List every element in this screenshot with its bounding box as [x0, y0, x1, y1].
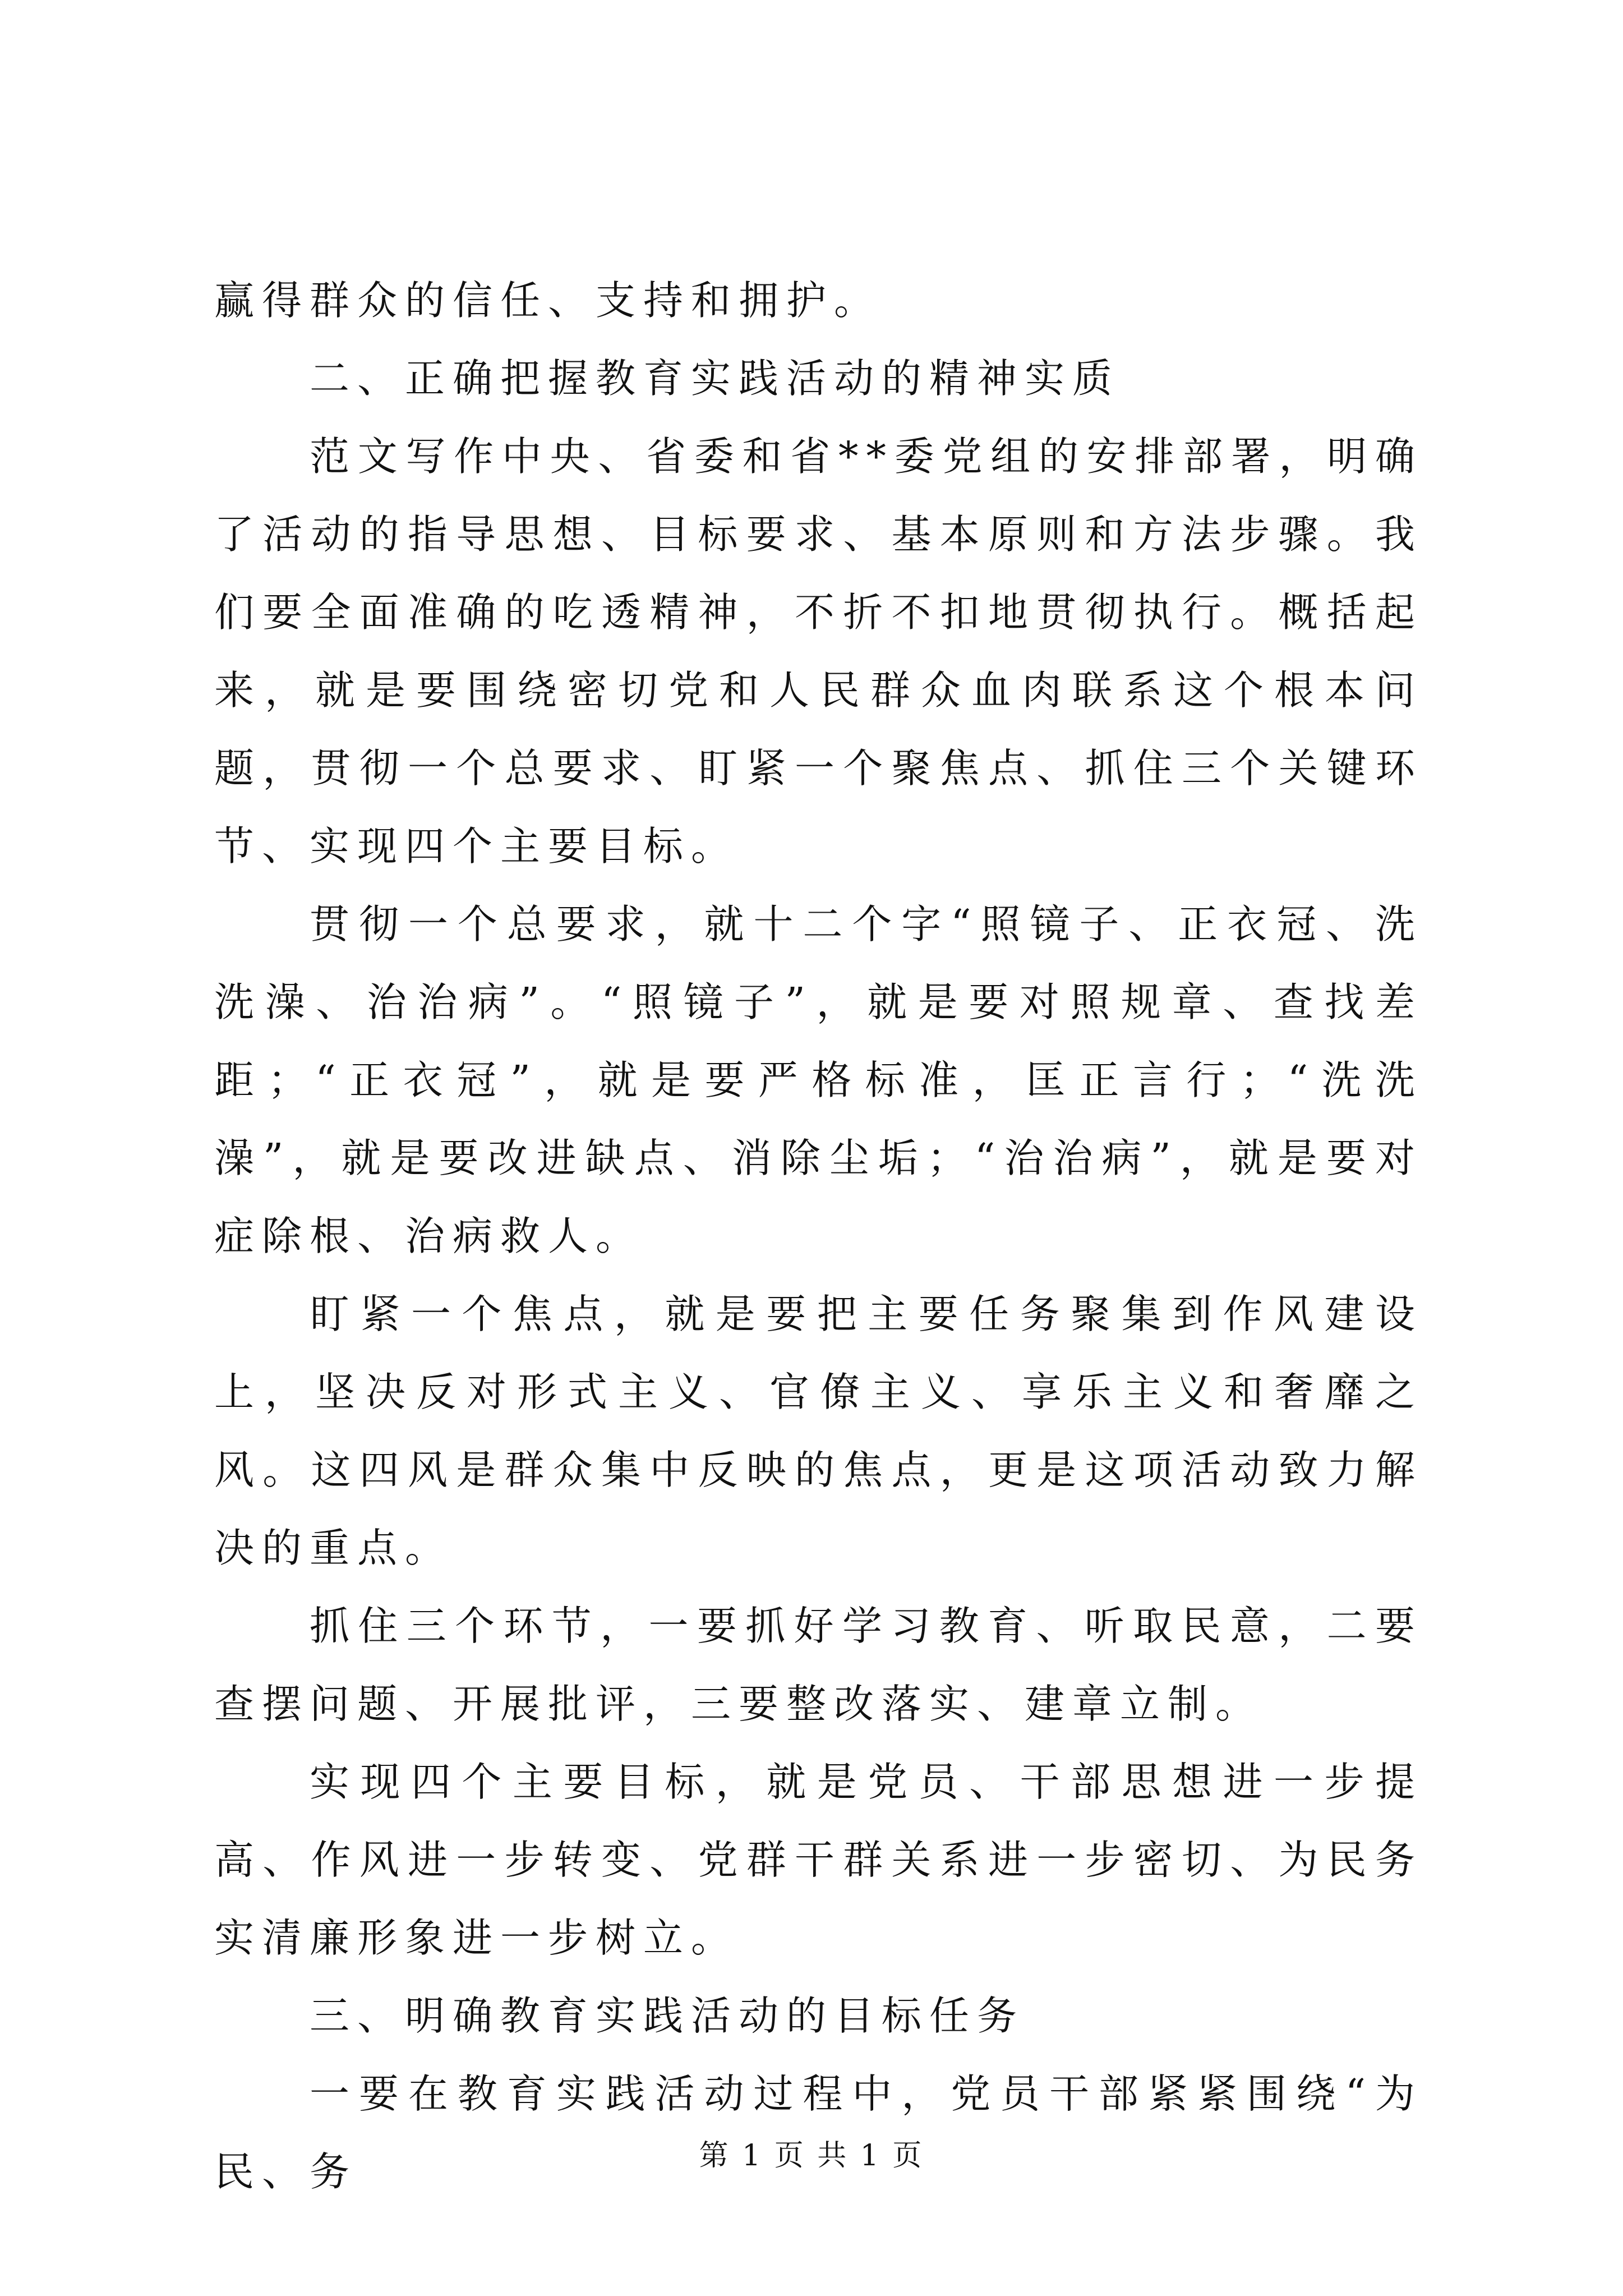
page-number-footer: 第 1 页 共 1 页 — [699, 2139, 924, 2173]
paragraph-continuation: 赢得群众的信任、支持和拥护。 — [214, 277, 882, 324]
paragraph-general-requirement: 贯彻一个总要求，就十二个字“照镜子、正衣冠、洗洗澡、治治病”。“照镜子”，就是要对照规章、查找差距；“正衣冠”，就是要严格标准，匡正言行；“洗洗澡”，就是要改进缺点、消除尘垢；“治治病”，就是要对症除根、治病救人。 — [214, 901, 1423, 1259]
section-heading-2: 二、正确把握教育实践活动的精神实质 — [310, 355, 1121, 402]
paragraph-spirit-overview: 范文写作中央、省委和省**委党组的安排部署，明确了活动的指导思想、目标要求、基本原则和方法步骤。我们要全面准确的吃透精神，不折不扣地贯彻执行。概括起来，就是要围绕密切党和人民群众血肉联系这个根本问题，贯彻一个总要求、盯紧一个聚焦点、抓住三个关键环节、实现四个主要目标。 — [214, 433, 1423, 869]
paragraph-four-goals: 实现四个主要目标，就是党员、干部思想进一步提高、作风进一步转变、党群干群关系进一步密切、为民务实清廉形象进一步树立。 — [214, 1759, 1423, 1961]
paragraph-focus-point: 盯紧一个焦点，就是要把主要任务聚集到作风建设上，坚决反对形式主义、官僚主义、享乐主义和奢靡之风。这四风是群众集中反映的焦点，更是这项活动致力解决的重点。 — [214, 1291, 1423, 1571]
paragraph-task-start: 一要在教育实践活动过程中，党员干部紧紧围绕“为民、务 — [214, 2070, 1423, 2195]
document-body — [214, 261, 1423, 2211]
paragraph-three-links: 抓住三个环节，一要抓好学习教育、听取民意，二要查摆问题、开展批评，三要整改落实、建章立制。 — [214, 1603, 1423, 1727]
section-heading-3: 三、明确教育实践活动的目标任务 — [310, 1993, 1025, 2039]
